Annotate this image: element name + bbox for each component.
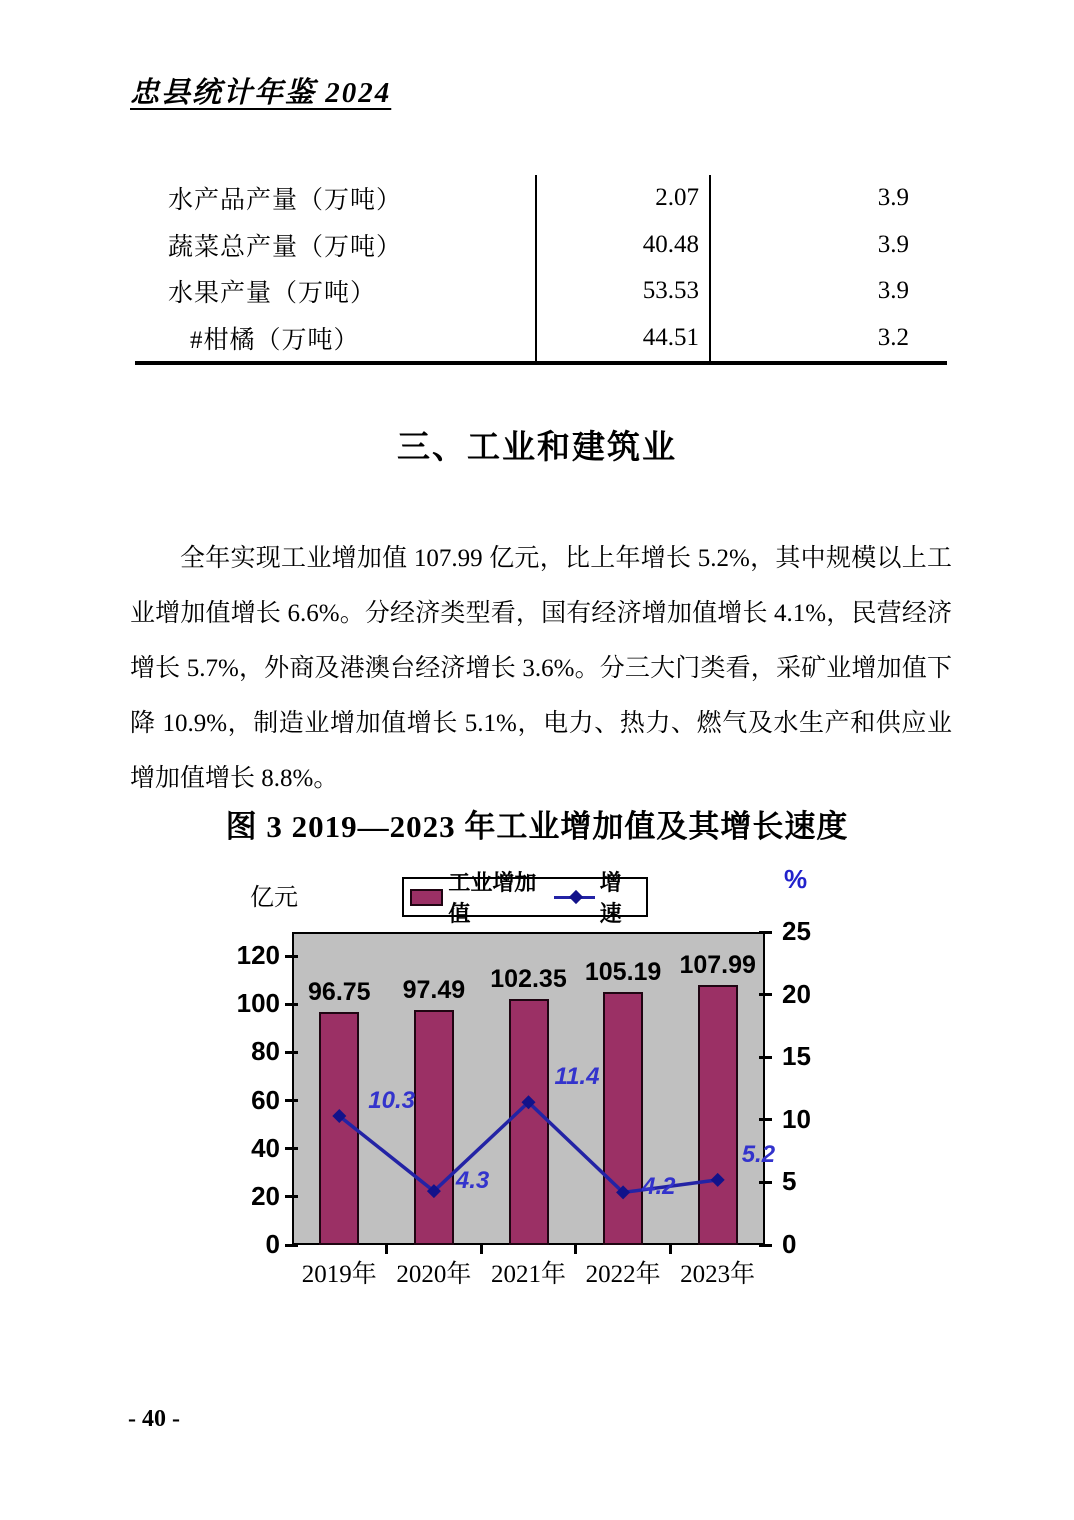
row-amount: 2.07 [655, 184, 699, 212]
page-number: - 40 - [128, 1406, 180, 1432]
right-axis-tick-label: 5 [782, 1166, 797, 1197]
paragraph-line: 增加值增长 8.8%。 [130, 765, 339, 792]
bar-value-label: 102.35 [490, 964, 567, 993]
x-axis-label: 2019年 [301, 1261, 377, 1288]
row-amount: 44.51 [642, 323, 699, 351]
row-amount: 53.53 [642, 277, 699, 305]
production-table [135, 175, 947, 365]
line-value-label: 4.2 [642, 1173, 676, 1201]
legend-label-line: 增速 [599, 870, 622, 926]
bar-value-label: 107.99 [679, 950, 756, 979]
row-label: #柑橘（万吨） [190, 326, 360, 354]
x-axis-tick-mark [669, 1245, 672, 1254]
figure-title: 图 3 2019—2023 年工业增加值及其增长速度 [225, 809, 849, 844]
x-axis-label: 2022年 [585, 1261, 661, 1288]
right-axis-tick-label: 15 [782, 1041, 811, 1072]
table-row [135, 315, 947, 362]
x-axis-tick-mark [385, 1245, 388, 1254]
row-rate: 3.9 [877, 184, 909, 212]
right-axis-unit-label: % [784, 864, 808, 894]
left-axis-tick-label: 80 [251, 1036, 280, 1067]
paragraph-line: 业增加值增长 6.6%。分经济类型看，国有经济增加值增长 4.1%，民营经济 [130, 600, 952, 627]
line-value-label: 5.2 [741, 1140, 776, 1168]
line-value-label: 11.4 [554, 1063, 600, 1091]
line-value-label: 10.3 [368, 1087, 416, 1115]
line-legend-marker-icon [554, 896, 594, 899]
bar-value-label: 97.49 [402, 976, 466, 1005]
row-label: 蔬菜总产量（万吨） [168, 233, 403, 261]
x-axis-tick-mark [574, 1245, 577, 1254]
chart-legend [402, 870, 648, 926]
table-column-divider [535, 175, 537, 361]
left-axis-tick-label: 0 [265, 1229, 280, 1259]
right-axis-tick-label: 25 [782, 916, 811, 946]
row-label: 水果产量（万吨） [168, 280, 377, 308]
left-axis-unit-label: 亿元 [250, 885, 298, 911]
table-row [135, 175, 947, 222]
row-label: 水产品产量（万吨） [168, 187, 403, 215]
paragraph-line: 增长 5.7%，外商及港澳台经济增长 3.6%。分三大门类看，采矿业增加值下 [130, 655, 952, 682]
left-axis-tick-label: 120 [236, 940, 280, 971]
paragraph-line: 全年实现工业增加值 107.99 亿元，比上年增长 5.2%，其中规模以上工 [180, 545, 952, 572]
left-axis-tick-label: 20 [251, 1180, 280, 1211]
diamond-icon [569, 889, 583, 903]
table-row [135, 222, 947, 269]
bar-value-label: 96.75 [308, 978, 371, 1007]
legend-label-bar: 工业增加值 [448, 870, 537, 926]
left-axis-tick-label: 40 [251, 1132, 280, 1163]
x-axis-label: 2021年 [490, 1261, 566, 1288]
left-axis-tick-label: 60 [251, 1084, 280, 1115]
row-rate: 3.2 [877, 323, 909, 351]
x-axis-label: 2023年 [680, 1261, 756, 1288]
row-rate: 3.9 [877, 277, 909, 305]
paragraph-line: 降 10.9%，制造业增加值增长 5.1%，电力、热力、燃气及水生产和供应业 [130, 710, 952, 737]
body-paragraph [130, 531, 952, 806]
document-header-title: 忠县统计年鉴 2024 [130, 77, 392, 109]
left-axis-tick-label: 100 [236, 988, 280, 1019]
right-axis-tick-label: 20 [782, 978, 811, 1009]
right-axis-tick-label: 10 [782, 1103, 811, 1134]
bar-value-label: 105.19 [584, 957, 662, 986]
x-axis-label: 2020年 [396, 1261, 472, 1288]
bar-legend-swatch-icon [410, 889, 443, 906]
row-rate: 3.9 [877, 230, 909, 258]
section-heading: 三、工业和建筑业 [397, 428, 677, 465]
growth-line [292, 932, 765, 1245]
table-column-divider [709, 175, 711, 361]
line-marker-diamond-icon [711, 1173, 725, 1187]
table-row [135, 268, 947, 315]
row-amount: 40.48 [642, 230, 699, 258]
x-axis-tick-mark [480, 1245, 483, 1254]
line-value-label: 4.3 [455, 1167, 490, 1195]
right-axis-tick-label: 0 [782, 1229, 797, 1259]
